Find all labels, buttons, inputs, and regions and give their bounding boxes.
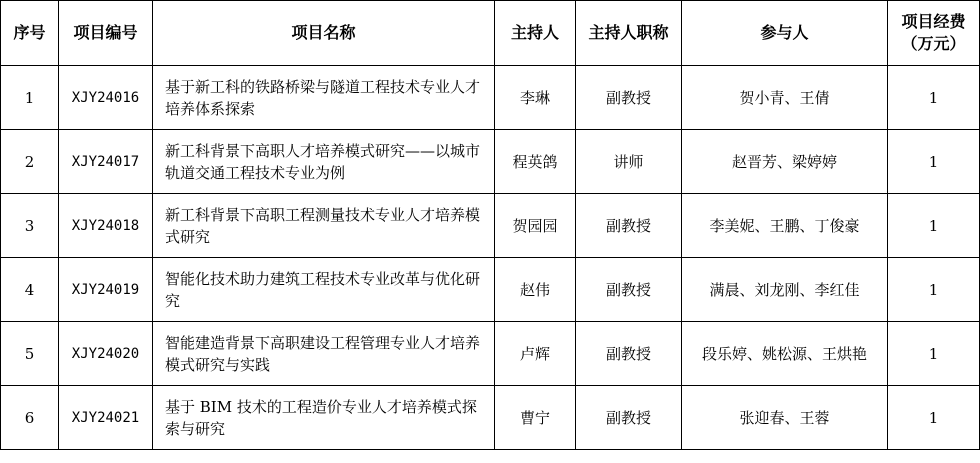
cell-host: 李琳 bbox=[495, 66, 576, 130]
cell-host-title: 副教授 bbox=[576, 194, 682, 258]
cell-funding: 1 bbox=[888, 130, 980, 194]
table-row bbox=[1, 386, 980, 450]
header-funding bbox=[888, 1, 980, 66]
header-funding-line2: （万元） bbox=[901, 34, 966, 53]
cell-code: XJY24016 bbox=[59, 66, 153, 130]
cell-code: XJY24020 bbox=[59, 322, 153, 386]
cell-code: XJY24018 bbox=[59, 194, 153, 258]
cell-code: XJY24019 bbox=[59, 258, 153, 322]
cell-participants: 李美妮、王鹏、丁俊豪 bbox=[682, 194, 888, 258]
cell-project-name: 新工科背景下高职人才培养模式研究——以城市轨道交通工程技术专业为例 bbox=[153, 130, 495, 194]
table-row bbox=[1, 66, 980, 130]
cell-funding: 1 bbox=[888, 322, 980, 386]
cell-project-name: 基于 BIM 技术的工程造价专业人才培养模式探索与研究 bbox=[153, 386, 495, 450]
cell-host-title: 副教授 bbox=[576, 386, 682, 450]
table-row bbox=[1, 322, 980, 386]
cell-participants: 段乐婷、姚松源、王烘艳 bbox=[682, 322, 888, 386]
cell-participants: 张迎春、王蓉 bbox=[682, 386, 888, 450]
cell-host: 曹宁 bbox=[495, 386, 576, 450]
cell-index: 5 bbox=[1, 322, 59, 386]
cell-index: 2 bbox=[1, 130, 59, 194]
header-funding-line1: 项目经费 bbox=[901, 12, 966, 31]
header-code: 项目编号 bbox=[59, 1, 153, 66]
cell-host-title: 副教授 bbox=[576, 66, 682, 130]
cell-host: 程英鸽 bbox=[495, 130, 576, 194]
cell-host-title: 副教授 bbox=[576, 258, 682, 322]
cell-funding: 1 bbox=[888, 258, 980, 322]
cell-host: 卢辉 bbox=[495, 322, 576, 386]
header-name: 项目名称 bbox=[153, 1, 495, 66]
cell-host-title: 讲师 bbox=[576, 130, 682, 194]
cell-participants: 赵晋芳、梁婷婷 bbox=[682, 130, 888, 194]
cell-code: XJY24021 bbox=[59, 386, 153, 450]
cell-funding: 1 bbox=[888, 194, 980, 258]
header-participants: 参与人 bbox=[682, 1, 888, 66]
cell-index: 4 bbox=[1, 258, 59, 322]
cell-participants: 贺小青、王倩 bbox=[682, 66, 888, 130]
cell-project-name: 智能建造背景下高职建设工程管理专业人才培养模式研究与实践 bbox=[153, 322, 495, 386]
table-row bbox=[1, 258, 980, 322]
cell-code: XJY24017 bbox=[59, 130, 153, 194]
cell-funding: 1 bbox=[888, 386, 980, 450]
cell-host: 赵伟 bbox=[495, 258, 576, 322]
cell-index: 6 bbox=[1, 386, 59, 450]
header-host-title: 主持人职称 bbox=[576, 1, 682, 66]
cell-participants: 满晨、刘龙刚、李红佳 bbox=[682, 258, 888, 322]
cell-index: 3 bbox=[1, 194, 59, 258]
cell-funding: 1 bbox=[888, 66, 980, 130]
cell-project-name: 基于新工科的铁路桥梁与隧道工程技术专业人才培养体系探索 bbox=[153, 66, 495, 130]
table-row bbox=[1, 194, 980, 258]
header-index: 序号 bbox=[1, 1, 59, 66]
cell-project-name: 智能化技术助力建筑工程技术专业改革与优化研究 bbox=[153, 258, 495, 322]
table-row bbox=[1, 130, 980, 194]
cell-host: 贺园园 bbox=[495, 194, 576, 258]
header-host: 主持人 bbox=[495, 1, 576, 66]
cell-project-name: 新工科背景下高职工程测量技术专业人才培养模式研究 bbox=[153, 194, 495, 258]
cell-host-title: 副教授 bbox=[576, 322, 682, 386]
cell-index: 1 bbox=[1, 66, 59, 130]
header-row bbox=[1, 1, 980, 66]
